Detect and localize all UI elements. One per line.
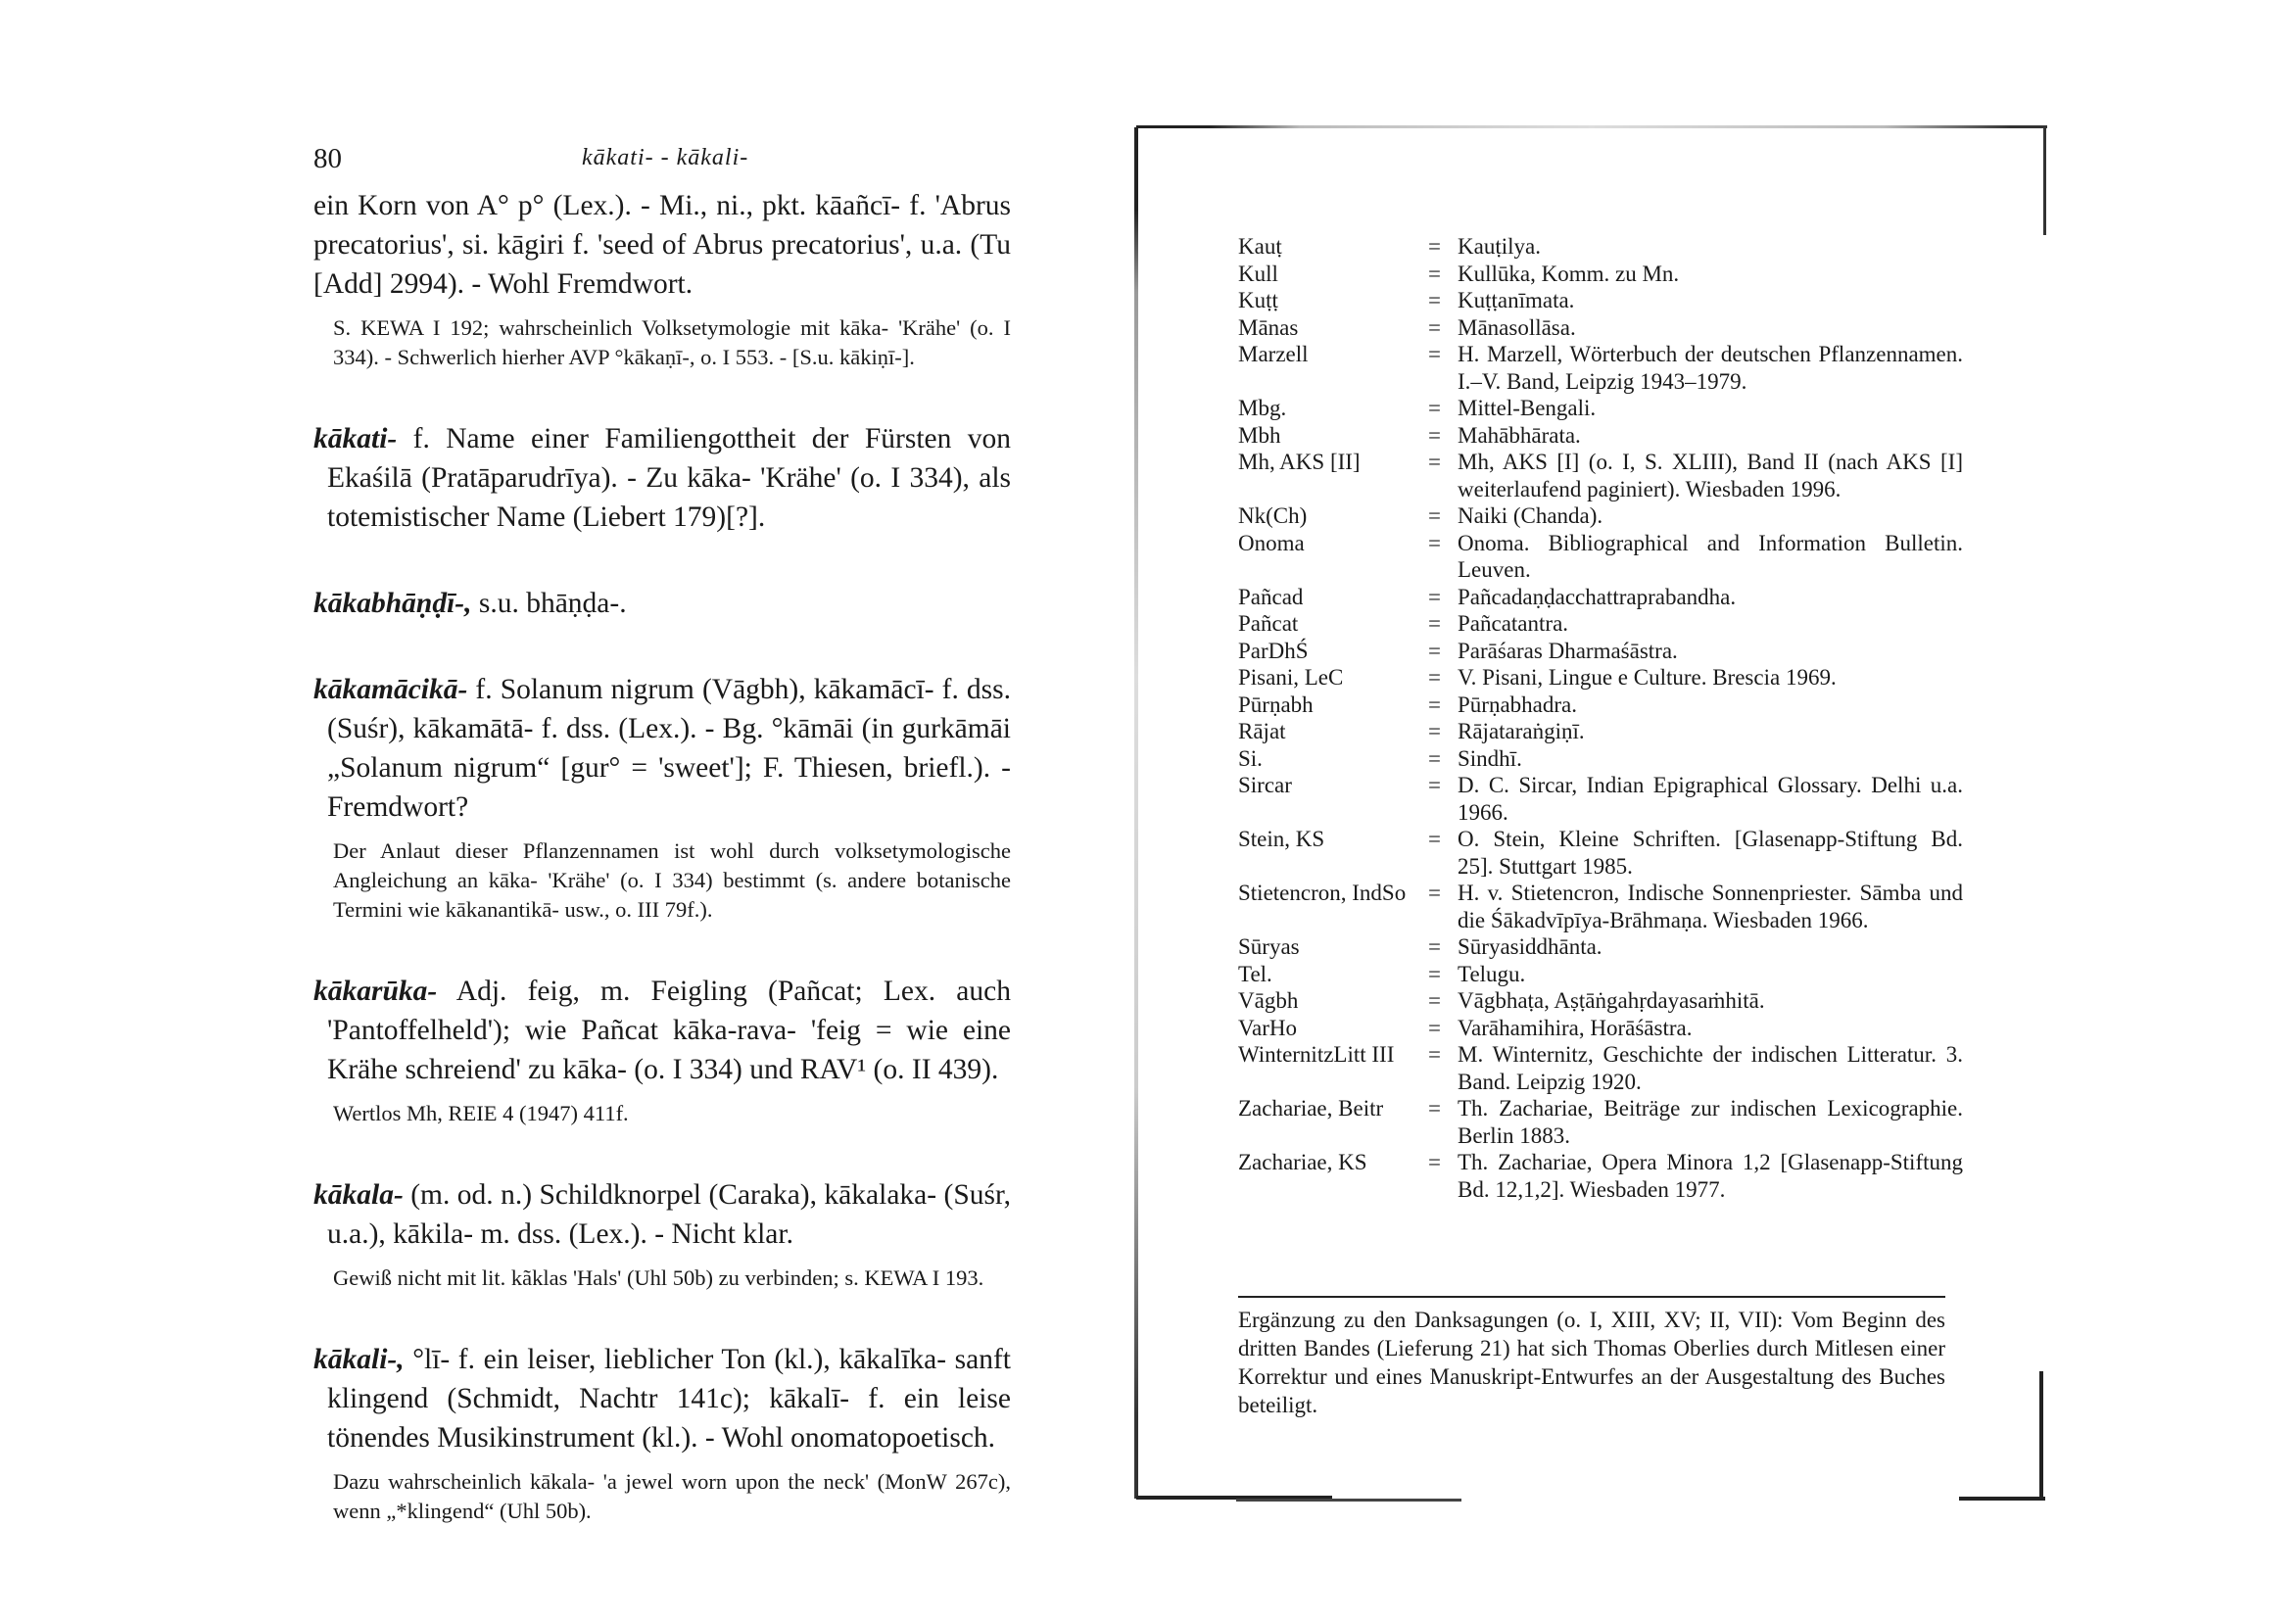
abbreviation-eq: = <box>1428 422 1441 448</box>
entry-lemma: kākati- <box>313 423 398 454</box>
entry-lemma: kākarūka- <box>313 976 438 1007</box>
abbreviation-key: Kauṭ <box>1238 234 1282 259</box>
entry-note: Gewiß nicht mit lit. kãklas 'Hals' (Uhl 50b) zu verbinden; s. KEWA I 193. <box>333 1265 984 1290</box>
page-number: 80 <box>313 143 342 174</box>
entry-lemma: kākabhāṇḍī-, <box>313 588 472 619</box>
abbreviation-row <box>1238 745 1963 773</box>
abbreviation-key: Stein, KS <box>1238 827 1325 851</box>
abbreviation-key: Onoma <box>1238 530 1305 555</box>
abbreviation-value: Varāhamihira, Horāśāstra. <box>1458 1015 1693 1040</box>
abbreviation-key: Kuṭṭ <box>1238 288 1278 312</box>
abbreviation-eq: = <box>1428 611 1441 636</box>
abbreviation-value: O. Stein, Kleine Schriften. [Glasenapp-Stiftung Bd. 25]. Stuttgart 1985. <box>1458 827 1963 879</box>
abbreviation-value: Mahābhārata. <box>1458 422 1581 448</box>
abbreviation-key: Kull <box>1238 261 1278 286</box>
abbreviation-row <box>1238 1041 1963 1095</box>
entry-lemma: kākali-, <box>313 1344 405 1375</box>
supplement-note: Ergänzung zu den Danksagungen (o. I, XIII, XV; II, VII): Vom Beginn des dritten Bandes (Lieferung 21) hat sich Thomas Oberlies durch Mitlesen einer Korrektur und eines Manuskript-Entwurfes an der Ausgestaltung des Buches beteiligt. <box>1238 1308 1945 1417</box>
abbreviation-key: Si. <box>1238 745 1263 771</box>
abbreviation-row <box>1238 261 1963 288</box>
abbreviation-eq: = <box>1428 584 1441 609</box>
entry-text: f. Solanum nigrum (Vāgbh), kākamācī- f. dss. (Suśr), kākamātā- f. dss. (Lex.). - Bg. °kāmāi (in gurkāmāi „Solanum nigrum“ [gur° = 'sweet']; F. Thiesen, briefl.). - Fremdwort? <box>327 674 1012 823</box>
abbreviation-key: Vāgbh <box>1238 988 1299 1013</box>
abbreviation-row <box>1238 530 1963 584</box>
abbreviation-row <box>1238 314 1963 342</box>
abbreviation-value: Telugu. <box>1458 961 1526 986</box>
abbreviation-key: ParDhŚ <box>1238 638 1309 663</box>
abbreviation-key: Rājat <box>1238 719 1286 743</box>
abbreviation-eq: = <box>1428 719 1441 743</box>
abbreviation-value: Sindhī. <box>1458 745 1522 771</box>
abbreviation-key: Mānas <box>1238 314 1299 340</box>
abbreviation-value: Mittel-Bengali. <box>1458 396 1597 420</box>
abbreviation-value: Mānasollāsa. <box>1458 314 1576 340</box>
abbreviation-value: Pūrṇabhadra. <box>1458 692 1577 717</box>
abbreviation-value: H. Marzell, Wörterbuch der deutschen Pflanzennamen. I.–V. Band, Leipzig 1943–1979. <box>1458 342 1963 394</box>
entry-note: Der Anlaut dieser Pflanzennamen ist wohl durch volksetymologische Angleichung an kāka- 'Krähe' (o. I 334) bestimmt (s. andere botanische Termini wie kākanantikā- usw., o. III 79f.). <box>333 838 1011 922</box>
dictionary-entry <box>313 186 1011 372</box>
abbreviation-eq: = <box>1428 638 1441 663</box>
abbreviation-value: V. Pisani, Lingue e Culture. Brescia 1969. <box>1458 665 1837 690</box>
abbreviation-row <box>1238 341 1963 395</box>
abbreviation-value: Th. Zachariae, Opera Minora 1,2 [Glasenapp-Stiftung Bd. 12,1,2]. Wiesbaden 1977. <box>1458 1150 1963 1202</box>
abbreviation-key: Tel. <box>1238 961 1272 986</box>
dictionary-entry <box>313 670 1011 925</box>
abbreviation-key: Pūrṇabh <box>1238 692 1314 717</box>
abbreviation-key: Marzell <box>1238 342 1309 366</box>
abbreviation-key: Zachariae, Beitr <box>1238 1096 1384 1121</box>
abbreviation-eq: = <box>1428 530 1441 555</box>
abbreviation-row <box>1238 584 1963 611</box>
entry-text: °lī- f. ein leiser, lieblicher Ton (kl.), kākalīka- sanft klingend (Schmidt, Nachtr 141c); kākalī- f. ein leise tönendes Musikinstrument (kl.). - Wohl onomatopoetisch. <box>327 1344 1012 1454</box>
abbreviation-eq: = <box>1428 827 1441 851</box>
abbreviation-row <box>1238 692 1963 719</box>
abbreviation-value: Rājataraṅgiṇī. <box>1458 719 1585 743</box>
abbreviation-eq: = <box>1428 234 1441 259</box>
abbreviation-row <box>1238 961 1963 988</box>
abbreviation-key: Mbh <box>1238 422 1281 448</box>
abbreviation-key: Nk(Ch) <box>1238 503 1308 528</box>
abbreviation-eq: = <box>1428 261 1441 286</box>
abbreviation-eq: = <box>1428 503 1441 528</box>
abbreviation-eq: = <box>1428 288 1441 312</box>
abbreviation-value: D. C. Sircar, Indian Epigraphical Glossary. Delhi u.a. 1966. <box>1458 773 1963 825</box>
abbreviation-value: Mh, AKS [I] (o. I, S. XLIII), Band II (nach AKS [I] weiterlaufend paginiert). Wiesbaden 1996. <box>1458 450 1963 501</box>
dictionary-entry <box>313 1175 1011 1293</box>
abbreviation-value: Pañcatantra. <box>1458 611 1569 636</box>
frame-top-line <box>1136 125 2047 128</box>
abbreviation-row <box>1238 987 1963 1015</box>
abbreviation-value: Vāgbhaṭa, Aṣṭāṅgahṛdayasaṁhitā. <box>1458 988 1765 1013</box>
entry-text: f. Name einer Familiengottheit der Fürsten von Ekaśilā (Pratāparudrīya). - Zu kāka- 'Krähe' (o. I 334), als totemistischer Name (Liebert 179)[?]. <box>327 423 1012 533</box>
abbreviation-row <box>1238 422 1963 450</box>
abbreviation-row <box>1238 1095 1963 1149</box>
abbreviation-row <box>1238 610 1963 638</box>
frame-bottom-line-right <box>1959 1497 2045 1501</box>
abbreviation-eq: = <box>1428 745 1441 771</box>
entry-note: S. KEWA I 192; wahrscheinlich Volksetymologie mit kāka- 'Krähe' (o. I 334). - Schwerlich hierher AVP °kākaṇī-, o. I 553. - [S.u. kākiṇī-]. <box>333 315 1011 369</box>
entry-text: Adj. feig, m. Feigling (Pañcat; Lex. auch 'Pantoffelheld'); wie Pañcat kāka-rava- 'feig = wie eine Krähe schreiend' zu kāka- (o. I 334) und RAV¹ (o. II 439). <box>327 976 1011 1085</box>
abbreviation-value: Onoma. Bibliographical and Information Bulletin. Leuven. <box>1458 530 1963 582</box>
abbreviation-row <box>1238 880 1963 933</box>
abbreviation-value: Naiki (Chanda). <box>1458 503 1603 528</box>
abbreviation-row <box>1238 933 1963 961</box>
abbreviation-row <box>1238 287 1963 314</box>
dictionary-entry <box>313 419 1011 537</box>
abbreviation-eq: = <box>1428 665 1441 690</box>
abbreviation-row <box>1238 638 1963 665</box>
abbreviation-row <box>1238 718 1963 745</box>
frame-left-line <box>1134 127 1138 1499</box>
abbreviation-row <box>1238 1149 1963 1203</box>
abbreviation-value: Sūryasiddhānta. <box>1458 934 1602 959</box>
entry-lemma: kākamācikā- <box>313 674 468 705</box>
entry-note: Dazu wahrscheinlich kākala- 'a jewel worn upon the neck' (MonW 267c), wenn „*klingend“ (Uhl 50b). <box>333 1469 1011 1523</box>
abbreviation-row <box>1238 772 1963 826</box>
abbreviation-table <box>1238 233 1963 1203</box>
abbreviation-key: Mbg. <box>1238 396 1287 420</box>
frame-right-line <box>2043 127 2046 235</box>
dictionary-column <box>313 186 1011 1526</box>
abbreviation-eq: = <box>1428 961 1441 986</box>
entry-note: Wertlos Mh, REIE 4 (1947) 411f. <box>333 1101 629 1125</box>
abbreviation-value: Kuṭṭanīmata. <box>1458 288 1575 312</box>
abbreviation-row <box>1238 449 1963 502</box>
dictionary-entry <box>313 972 1011 1128</box>
abbreviation-row <box>1238 502 1963 530</box>
abbreviation-row <box>1238 826 1963 880</box>
abbreviation-row <box>1238 1015 1963 1042</box>
divider <box>1238 1296 1945 1298</box>
abbreviation-value: Pañcadaṇḍacchattraprabandha. <box>1458 584 1737 609</box>
abbreviation-key: Mh, AKS [II] <box>1238 450 1361 474</box>
running-head: kākati- - kākali- <box>582 145 749 170</box>
abbreviation-key: Sūryas <box>1238 934 1300 959</box>
abbreviation-eq: = <box>1428 396 1441 420</box>
abbreviation-eq: = <box>1428 934 1441 959</box>
abbreviation-key: Pañcat <box>1238 611 1299 636</box>
abbreviation-eq: = <box>1428 988 1441 1013</box>
entry-lemma: kākala- <box>313 1179 404 1211</box>
abbreviation-eq: = <box>1428 773 1441 797</box>
dictionary-entry <box>313 1340 1011 1526</box>
abbreviation-eq: = <box>1428 450 1441 474</box>
dictionary-entry <box>313 584 1011 623</box>
abbreviation-row <box>1238 395 1963 422</box>
abbreviation-row <box>1238 233 1963 261</box>
frame-bottom-line-mid <box>1236 1499 1461 1502</box>
abbreviation-key: WinternitzLitt III <box>1238 1042 1395 1067</box>
abbreviation-value: Kullūka, Komm. zu Mn. <box>1458 261 1680 286</box>
entry-text: ein Korn von A° p° (Lex.). - Mi., ni., pkt. kāañcī- f. 'Abrus precatorius', si. kāgiri f. 'seed of Abrus precatorius', u.a. (Tu [Add] 2994). - Wohl Fremdwort. <box>313 190 1011 300</box>
abbreviation-eq: = <box>1428 342 1441 366</box>
abbreviation-key: Sircar <box>1238 773 1292 797</box>
abbreviation-value: Th. Zachariae, Beiträge zur indischen Lexicographie. Berlin 1883. <box>1458 1096 1963 1148</box>
abbreviation-key: Stietencron, IndSo <box>1238 881 1407 905</box>
abbreviation-value: M. Winternitz, Geschichte der indischen Litteratur. 3. Band. Leipzig 1920. <box>1458 1042 1963 1094</box>
abbreviation-eq: = <box>1428 1042 1441 1067</box>
abbreviation-eq: = <box>1428 1096 1441 1121</box>
abbreviation-key: Pisani, LeC <box>1238 665 1344 690</box>
abbreviation-row <box>1238 664 1963 692</box>
abbreviation-eq: = <box>1428 314 1441 340</box>
abbreviation-value: Parāśaras Dharmaśāstra. <box>1458 638 1678 663</box>
abbreviation-eq: = <box>1428 1150 1441 1174</box>
entry-text: (m. od. n.) Schildknorpel (Caraka), kākalaka- (Suśr, u.a.), kākila- m. dss. (Lex.). - Nicht klar. <box>327 1179 1011 1250</box>
frame-right-line-lower <box>2039 1371 2043 1499</box>
entry-text: s.u. bhāṇḍa-. <box>478 588 627 619</box>
abbreviation-eq: = <box>1428 1015 1441 1040</box>
abbreviation-key: Zachariae, KS <box>1238 1150 1367 1174</box>
abbreviation-key: VarHo <box>1238 1015 1298 1040</box>
abbreviation-value: Kauṭilya. <box>1458 234 1541 259</box>
abbreviation-eq: = <box>1428 881 1441 905</box>
abbreviation-key: Pañcad <box>1238 584 1304 609</box>
abbreviation-value: H. v. Stietencron, Indische Sonnenpriester. Sāmba und die Śākadvīpīya-Brāhmaṇa. Wiesbaden 1966. <box>1458 881 1963 932</box>
abbreviation-eq: = <box>1428 692 1441 717</box>
